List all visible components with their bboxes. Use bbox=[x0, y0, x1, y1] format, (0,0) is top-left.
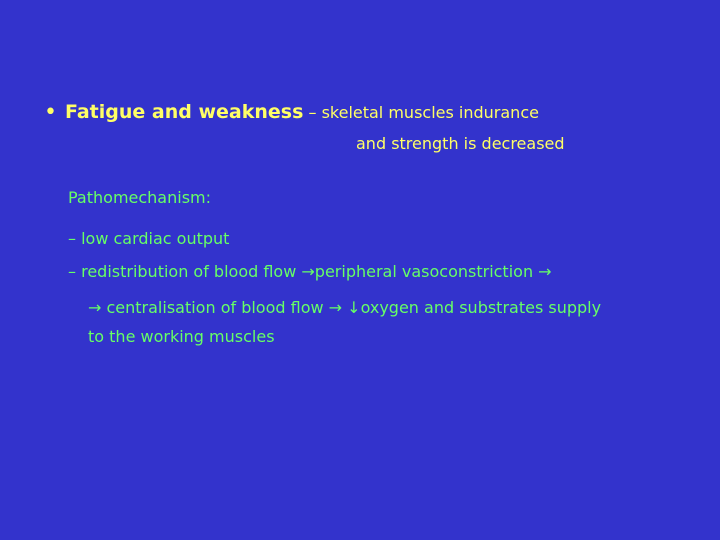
heading-continuation: and strength is decreased bbox=[356, 134, 565, 153]
subheading: Pathomechanism: bbox=[68, 188, 212, 207]
bullet-icon: • bbox=[44, 100, 57, 125]
heading-bold: Fatigue and weakness bbox=[64, 101, 304, 123]
cause-item-2-line-3: to the working muscles bbox=[88, 327, 275, 346]
cause-item-1: – low cardiac output bbox=[68, 229, 230, 248]
cause-item-2-line-2: → centralisation of blood flow → ↓oxygen and substrates supply bbox=[88, 298, 602, 317]
heading-rest: – skeletal muscles indurance bbox=[303, 103, 539, 122]
cause-item-2: – redistribution of blood flow →peripheral vasoconstriction → bbox=[68, 262, 552, 281]
slide-title bbox=[44, 100, 539, 125]
